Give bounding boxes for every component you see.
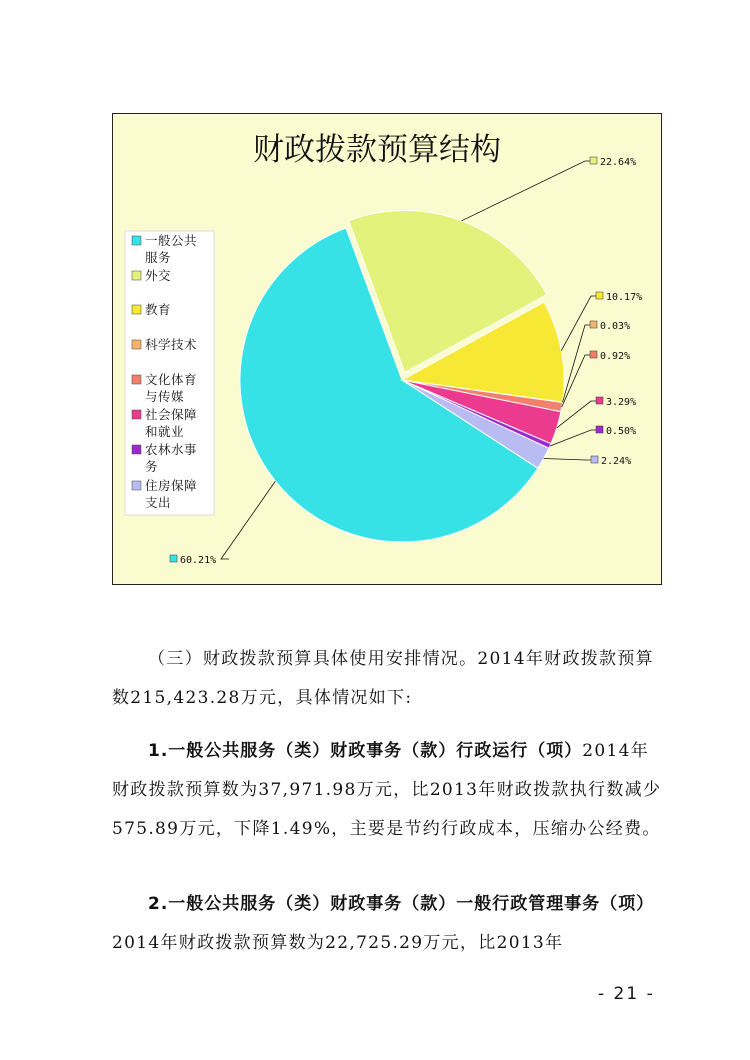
data-label-swatch bbox=[596, 292, 603, 299]
leader-line bbox=[562, 355, 593, 407]
legend-swatch bbox=[132, 481, 141, 490]
pie-chart-svg bbox=[113, 114, 661, 584]
leader-line bbox=[550, 430, 599, 446]
item-heading: 2.一般公共服务（类）财政事务（款）一般行政管理事务（项） bbox=[148, 894, 655, 914]
data-label: 0.92% bbox=[600, 351, 631, 362]
legend-label: 和就业 bbox=[145, 424, 185, 439]
leader-line bbox=[563, 325, 594, 402]
paragraph-text: （三）财政拨款预算具体使用安排情况。2014年财政拨款预算数215,423.28万元，具体情况如下: bbox=[112, 649, 654, 708]
data-label-swatch bbox=[170, 555, 177, 562]
legend-label: 农林水事 bbox=[145, 442, 198, 457]
legend-label: 教育 bbox=[145, 302, 172, 317]
data-label-swatch bbox=[590, 157, 597, 164]
data-label: 0.50% bbox=[606, 426, 637, 437]
legend-swatch bbox=[132, 340, 141, 349]
legend-label: 支出 bbox=[145, 495, 172, 510]
legend-swatch bbox=[132, 375, 141, 384]
legend-swatch bbox=[132, 271, 141, 280]
paragraph-item-2 bbox=[112, 885, 664, 963]
legend-label: 外交 bbox=[145, 268, 172, 283]
legend-label: 一般公共 bbox=[145, 233, 198, 248]
legend-label: 社会保障 bbox=[145, 407, 198, 422]
leader-line bbox=[544, 459, 594, 461]
paragraph-item-1 bbox=[112, 732, 664, 849]
legend-swatch bbox=[132, 305, 141, 314]
data-label-swatch bbox=[596, 426, 603, 433]
paragraph-budget-overview bbox=[112, 640, 664, 718]
chart-title: 财政拨款预算结构 bbox=[253, 132, 501, 168]
item-text: 2014年财政拨款预算数为37,971.98万元，比2013年财政拨款执行数减少575.89万元，下降1.49%，主要是节约行政成本，压缩办公经费。 bbox=[112, 741, 662, 839]
data-label: 10.17% bbox=[606, 292, 643, 303]
data-label-swatch bbox=[590, 351, 597, 358]
legend-label: 科学技术 bbox=[145, 337, 198, 352]
data-label: 22.64% bbox=[600, 157, 637, 168]
legend-swatch bbox=[132, 445, 141, 454]
leader-line bbox=[221, 481, 275, 559]
leader-line bbox=[462, 161, 593, 221]
legend-label: 文化体育 bbox=[145, 372, 198, 387]
legend-label: 服务 bbox=[145, 250, 172, 265]
data-label-swatch bbox=[596, 397, 603, 404]
page-number: - 21 - bbox=[598, 984, 655, 1004]
data-label-swatch bbox=[590, 321, 597, 328]
data-label: 60.21% bbox=[180, 555, 217, 566]
legend-swatch bbox=[132, 410, 141, 419]
data-label: 0.03% bbox=[600, 321, 631, 332]
legend-label: 与传媒 bbox=[145, 389, 185, 404]
legend-label: 务 bbox=[145, 459, 159, 474]
legend-swatch bbox=[132, 236, 141, 245]
pie-chart bbox=[112, 113, 662, 585]
legend-label: 住房保障 bbox=[145, 478, 198, 493]
item-text: 2014年财政拨款预算数为22,725.29万元，比2013年 bbox=[112, 933, 564, 953]
data-label: 2.24% bbox=[601, 456, 632, 467]
data-label-swatch bbox=[591, 456, 598, 463]
data-label: 3.29% bbox=[606, 397, 637, 408]
item-heading: 1.一般公共服务（类）财政事务（款）行政运行（项） bbox=[148, 741, 583, 761]
